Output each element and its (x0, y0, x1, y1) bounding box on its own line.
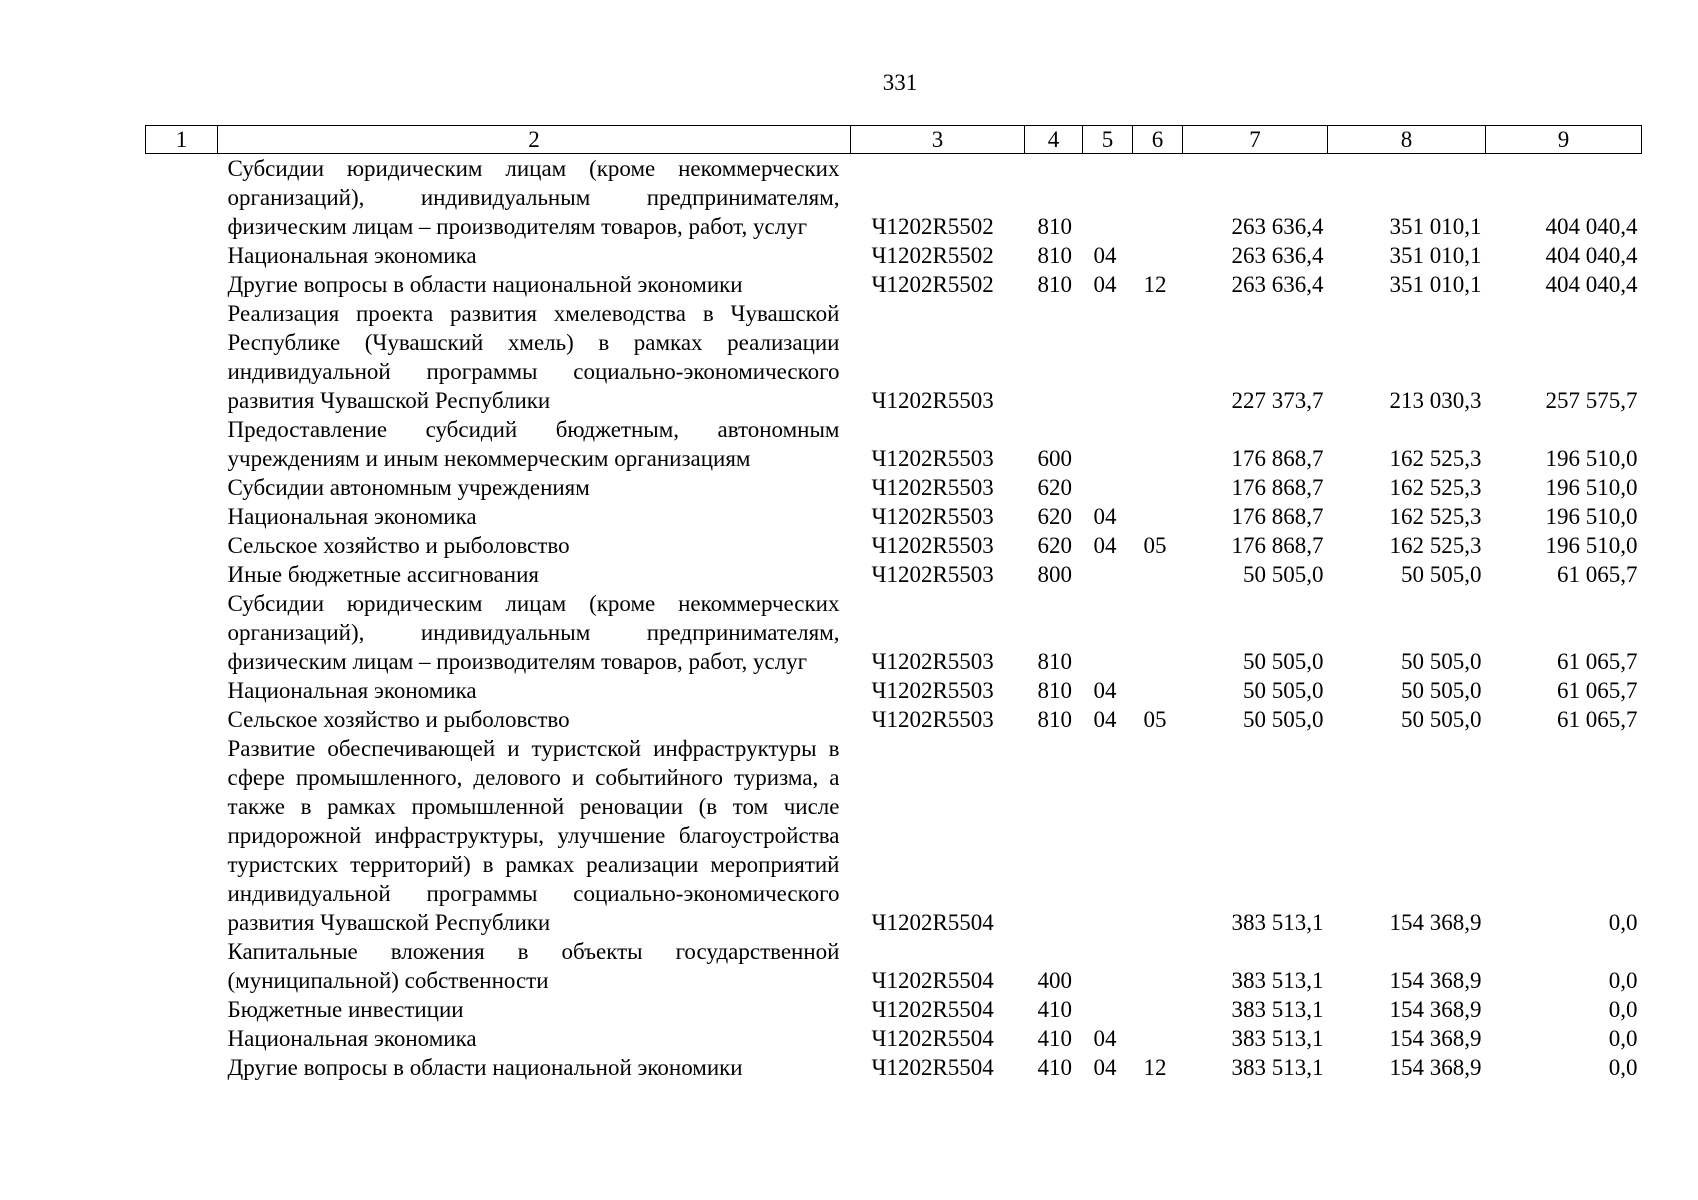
cell-amount-col-9: 404 040,4 (1545, 243, 1638, 268)
table-row (146, 734, 1642, 937)
cell-section: 04 (1093, 272, 1117, 297)
cell-expense-type: 410 (1037, 1026, 1072, 1051)
header-col-1: 1 (146, 126, 218, 154)
cell-amount-col-8: 50 505,0 (1401, 649, 1482, 674)
cell-amount-col-9: 196 510,0 (1545, 446, 1638, 471)
cell-expense-type (1025, 299, 1083, 415)
cell-section (1083, 589, 1133, 676)
cell-name: Другие вопросы в области национальной экономики (227, 1055, 743, 1080)
cell-amount-col-7: 176 868,7 (1231, 475, 1324, 500)
cell-target-code: Ч1202R5503 (871, 446, 994, 471)
cell-amount-col-7: 383 513,1 (1231, 1026, 1324, 1051)
cell-target-code: Ч1202R5504 (871, 1026, 994, 1051)
cell-name: Сельское хозяйство и рыболовство (227, 533, 570, 558)
cell-amount-col-9: 61 065,7 (1557, 678, 1638, 703)
cell-name: Реализация проекта развития хмелеводства в Чувашской Республике (Чувашский хмель) в рамках реализации индивидуальной программы социально-экономического развития Чувашской Республики (227, 301, 840, 413)
cell-amount-col-7: 263 636,4 (1231, 214, 1324, 239)
cell-amount-col-9: 0,0 (1608, 1026, 1638, 1051)
cell-amount-col-7: 383 513,1 (1231, 968, 1324, 993)
table-row (146, 154, 1642, 242)
header-col-7: 7 (1183, 126, 1328, 154)
table-row (146, 531, 1642, 560)
header-col-9: 9 (1486, 126, 1642, 154)
cell-expense-type: 810 (1037, 214, 1072, 239)
cell-amount-col-8: 50 505,0 (1401, 707, 1482, 732)
cell-section (1083, 560, 1133, 589)
cell-section: 04 (1093, 504, 1117, 529)
cell-name: Предоставление субсидий бюджетным, автономным учреждениям и иным некоммерческим организациям (227, 417, 840, 471)
cell-col-1 (146, 502, 218, 531)
cell-section (1083, 937, 1133, 995)
cell-col-1 (146, 299, 218, 415)
cell-amount-col-9: 404 040,4 (1545, 214, 1638, 239)
cell-target-code: Ч1202R5504 (871, 968, 994, 993)
cell-subsection (1133, 1024, 1183, 1053)
cell-expense-type (1025, 734, 1083, 937)
cell-subsection (1133, 415, 1183, 473)
cell-subsection: 12 (1143, 1055, 1167, 1080)
cell-target-code: Ч1202R5503 (871, 678, 994, 703)
cell-name: Субсидии автономным учреждениям (227, 475, 590, 500)
cell-col-1 (146, 415, 218, 473)
cell-subsection (1133, 589, 1183, 676)
table-row (146, 241, 1642, 270)
cell-target-code: Ч1202R5504 (871, 910, 994, 935)
table-row (146, 473, 1642, 502)
cell-name: Национальная экономика (227, 243, 477, 268)
page-number: 331 (882, 70, 918, 95)
table-row (146, 1024, 1642, 1053)
cell-amount-col-9: 257 575,7 (1545, 388, 1638, 413)
cell-col-1 (146, 270, 218, 299)
cell-expense-type: 620 (1037, 533, 1072, 558)
table-row (146, 560, 1642, 589)
cell-col-1 (146, 676, 218, 705)
cell-subsection (1133, 995, 1183, 1024)
cell-subsection: 05 (1143, 707, 1167, 732)
cell-subsection: 05 (1143, 533, 1167, 558)
cell-amount-col-9: 0,0 (1608, 997, 1638, 1022)
cell-amount-col-7: 263 636,4 (1231, 243, 1324, 268)
cell-name: Сельское хозяйство и рыболовство (227, 707, 570, 732)
cell-col-1 (146, 589, 218, 676)
cell-expense-type: 810 (1037, 649, 1072, 674)
cell-amount-col-9: 61 065,7 (1557, 707, 1638, 732)
cell-target-code: Ч1202R5502 (871, 272, 994, 297)
cell-subsection (1133, 676, 1183, 705)
cell-section (1083, 473, 1133, 502)
cell-target-code: Ч1202R5504 (871, 1055, 994, 1080)
table-header (146, 126, 1642, 154)
cell-amount-col-8: 213 030,3 (1389, 388, 1482, 413)
header-col-3: 3 (851, 126, 1025, 154)
header-col-5: 5 (1083, 126, 1133, 154)
cell-amount-col-8: 351 010,1 (1389, 243, 1482, 268)
cell-col-1 (146, 241, 218, 270)
cell-target-code: Ч1202R5503 (871, 388, 994, 413)
cell-subsection (1133, 937, 1183, 995)
cell-amount-col-7: 50 505,0 (1243, 562, 1324, 587)
cell-amount-col-8: 162 525,3 (1389, 446, 1482, 471)
cell-section: 04 (1093, 1055, 1117, 1080)
table-row (146, 589, 1642, 676)
cell-col-1 (146, 1024, 218, 1053)
table-row (146, 415, 1642, 473)
cell-expense-type: 810 (1037, 678, 1072, 703)
cell-section (1083, 299, 1133, 415)
cell-col-1 (146, 937, 218, 995)
cell-amount-col-9: 196 510,0 (1545, 475, 1638, 500)
cell-expense-type: 800 (1037, 562, 1072, 587)
cell-amount-col-8: 162 525,3 (1389, 475, 1482, 500)
cell-col-1 (146, 1053, 218, 1082)
cell-amount-col-8: 351 010,1 (1389, 272, 1482, 297)
cell-subsection (1133, 502, 1183, 531)
cell-amount-col-7: 50 505,0 (1243, 678, 1324, 703)
cell-amount-col-9: 196 510,0 (1545, 504, 1638, 529)
cell-section: 04 (1093, 707, 1117, 732)
cell-expense-type: 810 (1037, 243, 1072, 268)
table-row (146, 937, 1642, 995)
cell-expense-type: 400 (1037, 968, 1072, 993)
cell-amount-col-7: 263 636,4 (1231, 272, 1324, 297)
table-row (146, 995, 1642, 1024)
cell-name: Развитие обеспечивающей и туристской инфраструктуры в сфере промышленного, делового и событийного туризма, а также в рамках промышленной реновации (в том числе придорожной инфраструктуры, улучшение благоустройства туристских территорий) в рамках реализации мероприятий индивидуальной программы социально-экономического развития Чувашской Республики (227, 736, 840, 935)
header-col-8: 8 (1328, 126, 1486, 154)
cell-subsection: 12 (1143, 272, 1167, 297)
cell-amount-col-9: 61 065,7 (1557, 649, 1638, 674)
cell-target-code: Ч1202R5503 (871, 649, 994, 674)
cell-amount-col-7: 227 373,7 (1231, 388, 1324, 413)
cell-amount-col-7: 383 513,1 (1231, 910, 1324, 935)
cell-name: Национальная экономика (227, 504, 477, 529)
cell-col-1 (146, 531, 218, 560)
cell-subsection (1133, 734, 1183, 937)
cell-target-code: Ч1202R5504 (871, 997, 994, 1022)
cell-section: 04 (1093, 533, 1117, 558)
cell-name: Иные бюджетные ассигнования (227, 562, 539, 587)
cell-name: Бюджетные инвестиции (227, 997, 464, 1022)
cell-amount-col-7: 176 868,7 (1231, 446, 1324, 471)
cell-name: Национальная экономика (227, 678, 477, 703)
cell-expense-type: 810 (1037, 272, 1072, 297)
cell-amount-col-8: 351 010,1 (1389, 214, 1482, 239)
cell-target-code: Ч1202R5503 (871, 562, 994, 587)
cell-amount-col-7: 176 868,7 (1231, 504, 1324, 529)
table-row (146, 1053, 1642, 1082)
cell-subsection (1133, 299, 1183, 415)
cell-target-code: Ч1202R5503 (871, 707, 994, 732)
cell-expense-type: 810 (1037, 707, 1072, 732)
cell-section: 04 (1093, 1026, 1117, 1051)
cell-amount-col-8: 162 525,3 (1389, 504, 1482, 529)
cell-expense-type: 620 (1037, 504, 1072, 529)
cell-expense-type: 410 (1037, 997, 1072, 1022)
cell-col-1 (146, 995, 218, 1024)
header-row (146, 126, 1642, 154)
cell-expense-type: 600 (1037, 446, 1072, 471)
table-row (146, 270, 1642, 299)
cell-amount-col-7: 176 868,7 (1231, 533, 1324, 558)
cell-name: Субсидии юридическим лицам (кроме некоммерческих организаций), индивидуальным предпринимателям, физическим лицам – производителям товаров, работ, услуг (227, 591, 840, 674)
cell-expense-type: 410 (1037, 1055, 1072, 1080)
cell-col-1 (146, 705, 218, 734)
cell-col-1 (146, 473, 218, 502)
cell-expense-type: 620 (1037, 475, 1072, 500)
cell-subsection (1133, 560, 1183, 589)
cell-name: Субсидии юридическим лицам (кроме некоммерческих организаций), индивидуальным предпринимателям, физическим лицам – производителям товаров, работ, услуг (227, 156, 840, 239)
cell-col-1 (146, 734, 218, 937)
cell-amount-col-9: 196 510,0 (1545, 533, 1638, 558)
cell-name: Капитальные вложения в объекты государственной (муниципальной) собственности (227, 939, 840, 993)
table-row (146, 299, 1642, 415)
header-col-6: 6 (1133, 126, 1183, 154)
table-row (146, 676, 1642, 705)
cell-target-code: Ч1202R5502 (871, 214, 994, 239)
cell-amount-col-8: 50 505,0 (1401, 562, 1482, 587)
cell-amount-col-7: 383 513,1 (1231, 1055, 1324, 1080)
cell-amount-col-7: 50 505,0 (1243, 649, 1324, 674)
cell-section (1083, 415, 1133, 473)
cell-target-code: Ч1202R5503 (871, 475, 994, 500)
cell-target-code: Ч1202R5502 (871, 243, 994, 268)
table-row (146, 705, 1642, 734)
cell-subsection (1133, 473, 1183, 502)
cell-amount-col-9: 0,0 (1608, 968, 1638, 993)
cell-amount-col-9: 0,0 (1608, 1055, 1638, 1080)
cell-amount-col-8: 154 368,9 (1389, 997, 1482, 1022)
cell-section (1083, 734, 1133, 937)
cell-amount-col-8: 154 368,9 (1389, 910, 1482, 935)
cell-amount-col-9: 0,0 (1608, 910, 1638, 935)
cell-target-code: Ч1202R5503 (871, 533, 994, 558)
header-col-2: 2 (218, 126, 851, 154)
table-body (146, 154, 1642, 1083)
cell-amount-col-8: 50 505,0 (1401, 678, 1482, 703)
cell-col-1 (146, 154, 218, 242)
cell-target-code: Ч1202R5503 (871, 504, 994, 529)
header-col-4: 4 (1025, 126, 1083, 154)
table-row (146, 502, 1642, 531)
cell-subsection (1133, 154, 1183, 242)
budget-table (145, 125, 1642, 1082)
cell-col-1 (146, 560, 218, 589)
cell-amount-col-7: 50 505,0 (1243, 707, 1324, 732)
cell-section (1083, 995, 1133, 1024)
cell-amount-col-9: 61 065,7 (1557, 562, 1638, 587)
cell-section: 04 (1093, 243, 1117, 268)
cell-subsection (1133, 241, 1183, 270)
cell-name: Другие вопросы в области национальной экономики (227, 272, 743, 297)
cell-name: Национальная экономика (227, 1026, 477, 1051)
cell-amount-col-9: 404 040,4 (1545, 272, 1638, 297)
cell-amount-col-8: 154 368,9 (1389, 968, 1482, 993)
cell-section: 04 (1093, 678, 1117, 703)
cell-amount-col-8: 162 525,3 (1389, 533, 1482, 558)
cell-amount-col-8: 154 368,9 (1389, 1026, 1482, 1051)
cell-section (1083, 154, 1133, 242)
cell-amount-col-7: 383 513,1 (1231, 997, 1324, 1022)
cell-amount-col-8: 154 368,9 (1389, 1055, 1482, 1080)
